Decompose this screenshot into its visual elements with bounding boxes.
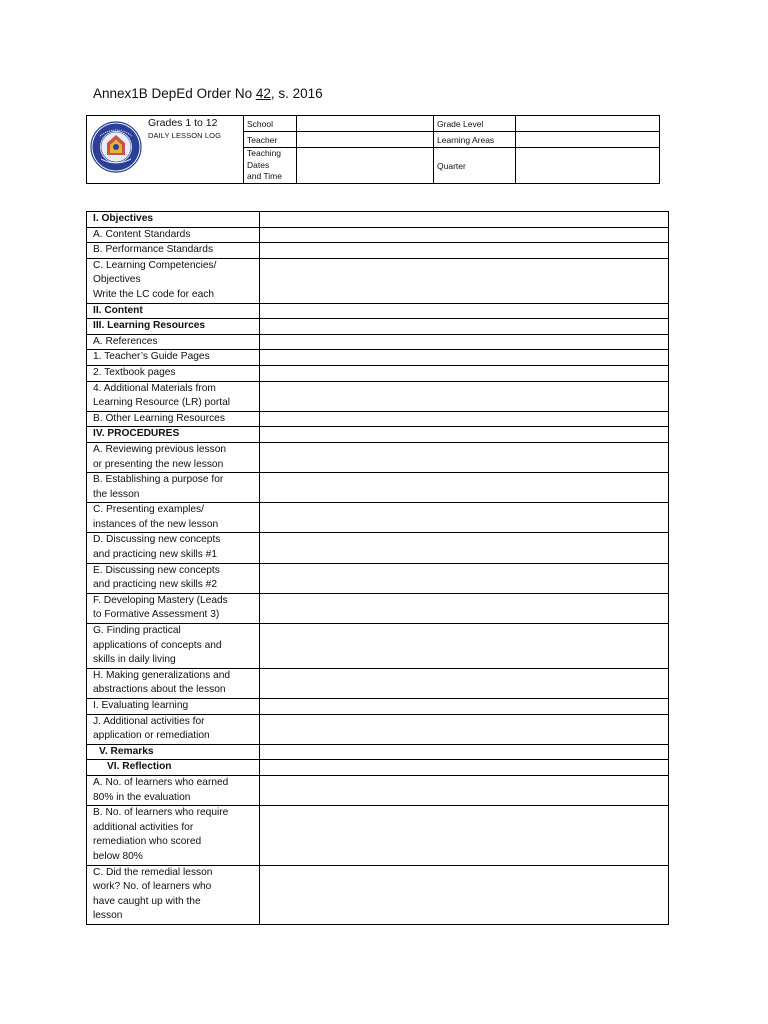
row-label [87,806,260,865]
row-label [87,350,260,366]
table-row [87,227,669,243]
row-label-line: skills in daily living [93,654,176,666]
row-entry-field[interactable] [260,760,669,776]
quarter-label: Quarter [437,160,466,171]
row-label-line: B. Other Learning Resources [93,412,225,424]
row-label-line: J. Additional activities for [93,715,205,727]
row-label-line: II. Content [93,304,143,316]
row-entry-field[interactable] [260,427,669,443]
row-label [87,744,260,760]
row-label [87,760,260,776]
teacher-field[interactable] [297,132,433,147]
teaching-label-line: Teaching [247,148,282,159]
row-label-line: VI. Reflection [107,761,172,773]
title-suffix: , s. 2016 [270,86,323,101]
table-row [87,714,669,744]
table-row [87,303,669,319]
row-label-line: applications of concepts and [93,639,222,651]
row-entry-field[interactable] [260,775,669,805]
lesson-log-table [86,211,669,925]
school-field[interactable] [297,116,433,131]
row-label-line: work? No. of learners who [93,881,212,893]
row-label-line: 4. Additional Materials from [93,382,216,394]
row-label [87,533,260,563]
row-entry-field[interactable] [260,668,669,698]
row-entry-field[interactable] [260,806,669,865]
learning-areas-label: Learning Areas [437,134,495,145]
row-entry-field[interactable] [260,319,669,335]
row-label-line: and practicing new skills #2 [93,579,218,591]
row-label-line: B. Performance Standards [93,244,214,256]
row-label-line: A. Reviewing previous lesson [93,443,227,455]
row-label [87,503,260,533]
table-row [87,563,669,593]
row-label-line: C. Did the remedial lesson [93,866,213,878]
row-label-line: to Formative Assessment 3) [93,609,220,621]
row-entry-field[interactable] [260,258,669,303]
row-label-line: the lesson [93,488,140,500]
header-table [86,115,660,184]
teaching-label-line: and Time [247,171,282,182]
table-row [87,243,669,259]
row-label-line: I. Objectives [93,213,154,224]
table-row [87,624,669,669]
row-label-line: abstractions about the lesson [93,684,226,696]
row-label [87,334,260,350]
row-label [87,227,260,243]
row-entry-field[interactable] [260,624,669,669]
row-label [87,473,260,503]
row-entry-field[interactable] [260,865,669,924]
row-label-line: B. Establishing a purpose for [93,474,224,486]
title-prefix: Annex1B DepEd Order No [93,86,256,101]
row-label-line: H. Making generalizations and [93,669,231,681]
row-entry-field[interactable] [260,411,669,427]
row-entry-field[interactable] [260,243,669,259]
row-label-line: D. Discussing new concepts [93,534,221,546]
table-row [87,381,669,411]
row-label [87,381,260,411]
logo-cell [87,116,147,183]
table-row [87,427,669,443]
table-row [87,334,669,350]
table-row [87,806,669,865]
row-label [87,563,260,593]
row-label-line: additional activities for [93,821,194,833]
row-label [87,319,260,335]
table-row [87,212,669,228]
table-row [87,411,669,427]
quarter-field[interactable] [516,148,659,183]
table-row [87,760,669,776]
row-label-line: I. Evaluating learning [93,700,189,711]
row-label [87,699,260,715]
row-label [87,303,260,319]
row-label [87,624,260,669]
row-label [87,258,260,303]
row-label-line: have caught up with the [93,895,201,907]
row-label-line: A. No. of learners who earned [93,776,229,788]
table-row [87,473,669,503]
table-row [87,744,669,760]
table-row [87,503,669,533]
row-label-line: B. No. of learners who require [93,807,229,819]
row-entry-field[interactable] [260,714,669,744]
row-label-line: F. Developing Mastery (Leads [93,594,228,606]
row-entry-field[interactable] [260,381,669,411]
row-label-line: III. Learning Resources [93,320,206,332]
row-label-line: or presenting the new lesson [93,458,224,470]
row-label [87,865,260,924]
grades-range: Grades 1 to 12 [148,117,218,129]
row-label-line: 1. Teacher’s Guide Pages [93,351,210,363]
row-label-line: remediation who scored [93,836,202,848]
row-entry-field[interactable] [260,563,669,593]
row-label-line: 2. Textbook pages [93,366,176,378]
table-row [87,699,669,715]
row-label [87,775,260,805]
table-row [87,668,669,698]
row-entry-field[interactable] [260,350,669,366]
row-entry-field[interactable] [260,303,669,319]
row-label [87,212,260,228]
row-entry-field[interactable] [260,442,669,472]
order-number: 42 [255,86,271,101]
row-entry-field[interactable] [260,227,669,243]
row-label-line: G. Finding practical [93,625,181,637]
grade-level-field[interactable] [516,116,659,131]
lesson-log-body [87,212,669,925]
school-label: School [247,118,273,129]
row-label-line: C. Presenting examples/ [93,504,204,516]
row-label [87,442,260,472]
row-entry-field[interactable] [260,533,669,563]
row-label [87,714,260,744]
table-row [87,350,669,366]
row-label-line: Write the LC code for each [93,288,214,300]
teaching-dates-label [244,148,296,183]
table-row [87,775,669,805]
row-entry-field[interactable] [260,473,669,503]
row-label-line: Objectives [93,274,141,286]
teaching-label-line: Dates [247,159,270,170]
table-row [87,319,669,335]
row-label-line: A. Content Standards [93,228,191,240]
table-row [87,593,669,623]
table-row [87,865,669,924]
row-label [87,411,260,427]
row-label [87,593,260,623]
daily-lesson-log-label: DAILY LESSON LOG [148,131,222,140]
deped-seal-icon [90,121,142,173]
teaching-dates-field[interactable] [297,148,433,183]
teacher-label: Teacher [247,134,278,145]
row-label [87,365,260,381]
row-label-line: and practicing new skills #1 [93,549,218,561]
row-label-line: V. Remarks [99,745,154,757]
document-title [93,86,323,101]
row-label [87,427,260,443]
grade-level-label: Grade Level [437,118,484,129]
table-row [87,365,669,381]
row-label-line: instances of the new lesson [93,518,219,530]
row-entry-field[interactable] [260,503,669,533]
row-label-line: E. Discussing new concepts [93,564,220,576]
row-label-line: below 80% [93,850,143,862]
row-label-line: Learning Resource (LR) portal [93,397,231,409]
table-row [87,258,669,303]
row-entry-field[interactable] [260,699,669,715]
row-label [87,668,260,698]
row-entry-field[interactable] [260,593,669,623]
learning-areas-field[interactable] [516,132,659,147]
row-entry-field[interactable] [260,365,669,381]
row-entry-field[interactable] [260,744,669,760]
row-label-line: IV. PROCEDURES [93,428,180,440]
table-row [87,533,669,563]
row-entry-field[interactable] [260,334,669,350]
row-label-line: lesson [93,910,123,922]
row-entry-field[interactable] [260,212,669,228]
row-label [87,243,260,259]
row-label-line: A. References [93,335,158,347]
row-label-line: C. Learning Competencies/ [93,259,217,271]
row-label-line: application or remediation [93,730,210,742]
row-label-line: 80% in the evaluation [93,791,191,803]
table-row [87,442,669,472]
